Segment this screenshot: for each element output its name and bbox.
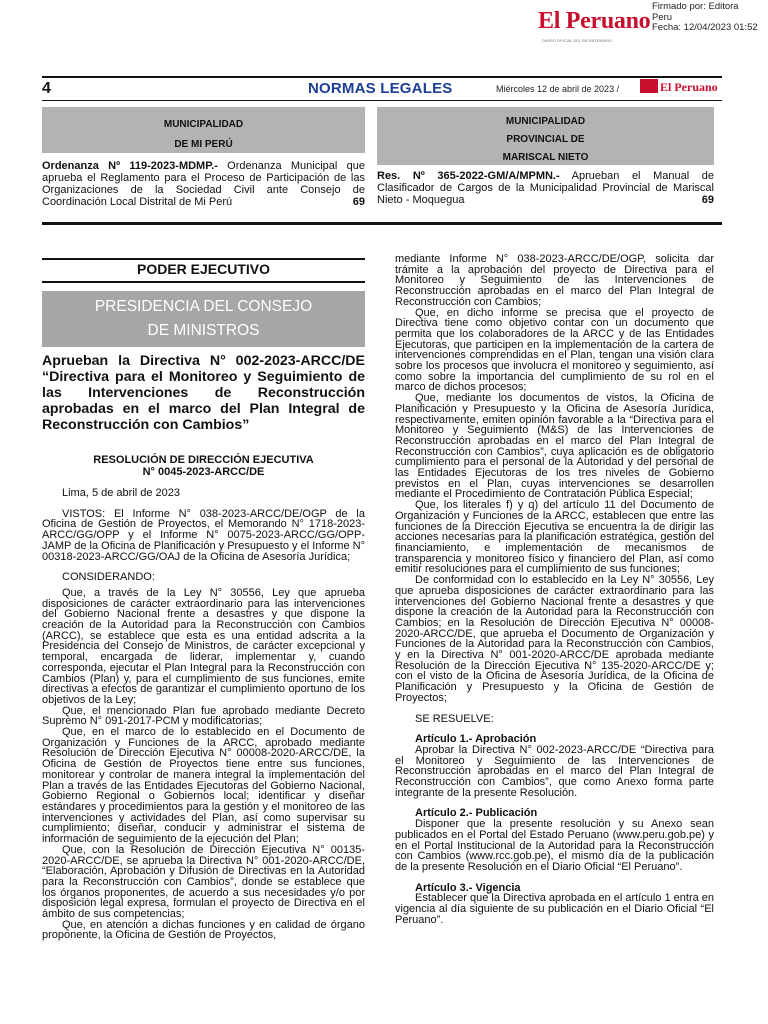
summary-text: Ordenanza Municipal que aprueba el Reglamento para el Proceso de Participación de las Organizaciones de la Sociedad Civil ante Consejo de Coordinación Local Distrital de Mi Perú xyxy=(42,160,365,208)
resolution-title xyxy=(42,454,365,478)
body-paragraph: Que, en atención a dichas funciones y en calidad de órgano proponente, la Oficina de Gestión de Proyectos, xyxy=(42,918,365,942)
body-paragraph: Que, con la Resolución de Dirección Ejecutiva N° 00135-2020-ARCC/DE, se aprueba la Directiva N° 001-2020-ARCC/DE, “Elaboración, Aprobación y Difusión de Directivas en la Autoridad para la Reconstrucción con Cambios”, donde se establece que los órganos proponentes, de acuerdo a sus necesidades y/o por disposición legal expresa, formulan el proyecto de Directiva en el ámbito de sus competencias; xyxy=(42,843,365,921)
article-text: Disponer que la presente resolución y su Anexo sean publicados en el Portal del Estado Peruano (www.peru.gob.pe) y en el Portal Institucional de la Autoridad para la Reconstrucción con Cambios (www.rcc.gob.pe), el mismo día de la publicación de la presente Resolución en el Diario Oficial “El Peruano”. xyxy=(395,818,714,873)
column-right xyxy=(395,254,714,925)
signature-line: Peru xyxy=(652,11,673,23)
resuelve-label: SE RESUELVE: xyxy=(415,712,494,725)
summary-ref: Res. Nº 365-2022-GM/A/MPMN.- xyxy=(377,170,560,182)
article-title: Artículo 1.- Aprobación xyxy=(415,733,537,746)
header-brand: El Peruano xyxy=(660,80,718,94)
digital-signature xyxy=(652,2,758,34)
resolution-line: RESOLUCIÓN DE DIRECCIÓN EJECUTIVA xyxy=(93,454,314,466)
ministry-box xyxy=(42,291,365,347)
section-rule-top xyxy=(42,258,365,260)
signature-line: Fecha: 12/04/2023 01:52 xyxy=(652,22,758,33)
header-underline xyxy=(42,100,722,101)
article-title: Artículo 3.- Vigencia xyxy=(415,881,521,894)
summary-entry-right xyxy=(377,170,714,206)
section-header: NORMAS LEGALES xyxy=(308,80,453,97)
summary-ref: Ordenanza Nº 119-2023-MDMP.- xyxy=(42,160,218,172)
peru-shield-icon xyxy=(640,79,658,93)
summary-box-left xyxy=(42,107,365,153)
box-line: MUNICIPALIDAD xyxy=(505,116,586,127)
norm-headline: Aprueban la Directiva N° 002-2023-ARCC/DE “Directiva para el Monitoreo y Seguimiento de las Intervenciones de Reconstrucción aprobadas en el marco del Plan Integral de Reconstrucción con Cambios” xyxy=(42,353,365,433)
summary-entry-left xyxy=(42,160,365,208)
box-line: MUNICIPALIDAD xyxy=(163,119,244,130)
body-paragraph: Que, en dicho informe se precisa que el proyecto de Directiva tiene como objetivo contar con un documento que permita que los colaboradores de la ARCC y de las Entidades Ejecutoras, que participen en la implementación de la cartera de intervenciones comprendidas en el Plan, tengan una visión clara sobre los procesos que involucra el monitoreo y seguimiento, así como sobre la importancia del cumplimiento de su rol en el marco de dichos procesos; xyxy=(395,306,714,394)
el-peruano-logo: El Peruano xyxy=(538,8,651,34)
article-text: Aprobar la Directiva N° 002-2023-ARCC/DE “Directiva para el Monitoreo y Seguimiento de las Intervenciones de Reconstrucción aprobadas en el marco del Plan Integral de Reconstrucción con Cambios”, que como Anexo forma parte integrante de la presente Resolución. xyxy=(395,743,714,799)
body-paragraph: De conformidad con lo establecido en la Ley N° 30556, Ley que aprueba disposiciones de carácter extraordinario para las intervenciones del Gobierno Nacional frente a desastres y que dispone la creación de la Autoridad para la Reconstrucción con Cambios; en la Resolución de Dirección Ejecutiva N° 00008-2020-ARCC/DE, que aprueba el Documento de Organización y Funciones de la Autoridad para la Reconstrucción con Cambios, y en la Directiva N° 001-2020-ARCC/DE aprobada mediante Resolución de la Dirección Ejecutiva N° 135-2020-ARCC/DE y; con el visto de la Oficina de Asesoría Jurídica, de la Oficina de Planificación y Presupuesto y la Oficina de Gestión de Proyectos; xyxy=(395,574,714,704)
article-text: Establecer que la Directiva aprobada en el artículo 1 entra en vigencia al día siguiente de su publicación en el Diario Oficial “El Peruano”. xyxy=(395,892,715,926)
body-paragraph: Que, mediante los documentos de vistos, la Oficina de Planificación y Presupuesto y la Oficina de Asesoría Jurídica, respectivamente, emiten opinión favorable a la “Directiva para el Monitoreo y Seguimiento (M&S) de las Intervenciones de Reconstrucción aprobadas en el marco del Plan Integral de Reconstrucción con Cambios”, cuya aplicación es de obligatorio cumplimiento para el personal de la Autoridad y del personal de las Entidades Ejecutoras de los tres niveles de Gobierno previstos en el Plan, cuyas intervenciones se desarrollen mediante el Procedimiento de Contratación Pública Especial; xyxy=(395,392,714,501)
continued-paragraph: mediante Informe N° 038-2023-ARCC/DE/OGP, solicita dar trámite a la aprobación del proyecto de Directiva para el Monitoreo y Seguimiento de las Intervenciones de Reconstrucción aprobadas en el marco del Plan Integral de Reconstrucción con Cambios; xyxy=(395,253,714,308)
summary-text: Aprueban el Manual de Clasificador de Cargos de la Municipalidad Provincial de Mariscal Nieto - Moquegua xyxy=(377,170,715,206)
page-number: 4 xyxy=(42,80,51,97)
place-date: Lima, 5 de abril de 2023 xyxy=(62,487,181,499)
considerando-label: CONSIDERANDO: xyxy=(62,571,155,584)
header-rule xyxy=(42,76,722,78)
summary-box-right xyxy=(377,107,714,165)
ministry-line: DE MINISTROS xyxy=(147,322,260,339)
signature-line: Firmado por: Editora xyxy=(652,1,739,12)
resolution-line: N° 0045-2023-ARCC/DE xyxy=(142,466,265,478)
body-paragraph: Que, en el marco de lo establecido en el Documento de Organización y Funciones de la ARCC, aprobado mediante Resolución de Dirección Ejecutiva N° 00008-2020-ARCC/DE, la Oficina de Gestión de Proyectos tiene entre sus funciones, monitorear y controlar de manera integral la implementación del Plan a través de las Entidades Ejecutoras del Gobierno Nacional, Gobierno Regional o Gobiernos local; identificar y diseñar estándares y procedimientos para la gestión y el monitoreo de las intervenciones y actividades del Plan, así como supervisar su cumplimiento; diseñar, conducir y administrar el sistema de información de seguimiento de la ejecución del Plan; xyxy=(42,726,365,846)
body-paragraph: Que, el mencionado Plan fue aprobado mediante Decreto Supremo N° 091-2017-PCM y modificatorias; xyxy=(42,704,365,728)
article-title: Artículo 2.- Publicación xyxy=(415,807,538,820)
column-left xyxy=(42,488,365,941)
box-line: PROVINCIAL DE xyxy=(506,134,585,145)
header-date: Miércoles 12 de abril de 2023 / xyxy=(496,84,620,94)
section-rule-bottom xyxy=(42,281,365,283)
summary-page: 69 xyxy=(701,194,714,206)
section-title: PODER EJECUTIVO xyxy=(136,261,271,277)
box-line: MARISCAL NIETO xyxy=(502,152,589,163)
body-paragraph: Que, a través de la Ley N° 30556, Ley que aprueba disposiciones de carácter extraordinario para las intervenciones del Gobierno Nacional frente a desastres y que dispone la creación de la Autoridad para la Reconstrucción con Cambios (ARCC), se establece que esta es una entidad adscrita a la Presidencia del Consejo de Ministros, de carácter excepcional y temporal, encargada de liderar, implementar y, cuando corresponda, ejecutar el Plan Integral para la Reconstrucción con Cambios (Plan) y, para el cumplimiento de sus funciones, emite directivas a efectos de garantizar el cumplimiento oportuno de los objetivos de la Ley; xyxy=(42,586,365,706)
section-divider xyxy=(42,222,722,225)
box-line: DE MI PERÚ xyxy=(174,139,233,150)
summary-page: 69 xyxy=(352,196,365,208)
body-paragraph: Que, los literales f) y q) del artículo 11 del Documento de Organización y Funciones de la ARCC, establecen que entre las funciones de la Dirección Ejecutiva se encuentra la de dirigir las acciones necesarias para la planificación estratégica, gestión del financiamiento, e implementación de mecanismos de transparencia y monitoreo físico y financiero del Plan, así como emitir resoluciones para el cumplimiento de sus funciones; xyxy=(395,499,714,576)
logo-subtitle: DIARIO OFICIAL DEL BICENTENARIO xyxy=(542,38,613,43)
vistos-paragraph: VISTOS: El Informe N° 038-2023-ARCC/DE/OGP de la Oficina de Gestión de Proyectos, el Memorando N° 1718-2023-ARCC/GG/OPP y el Informe N° 0075-2023-ARCC/GG/OPP-JAMP de la Oficina de Planificación y Presupuesto y el Informe N° 00318-2023-ARCC/GG/OAJ de la Oficina de Asesoría Jurídica; xyxy=(42,507,365,563)
ministry-line: PRESIDENCIA DEL CONSEJO xyxy=(94,298,313,315)
